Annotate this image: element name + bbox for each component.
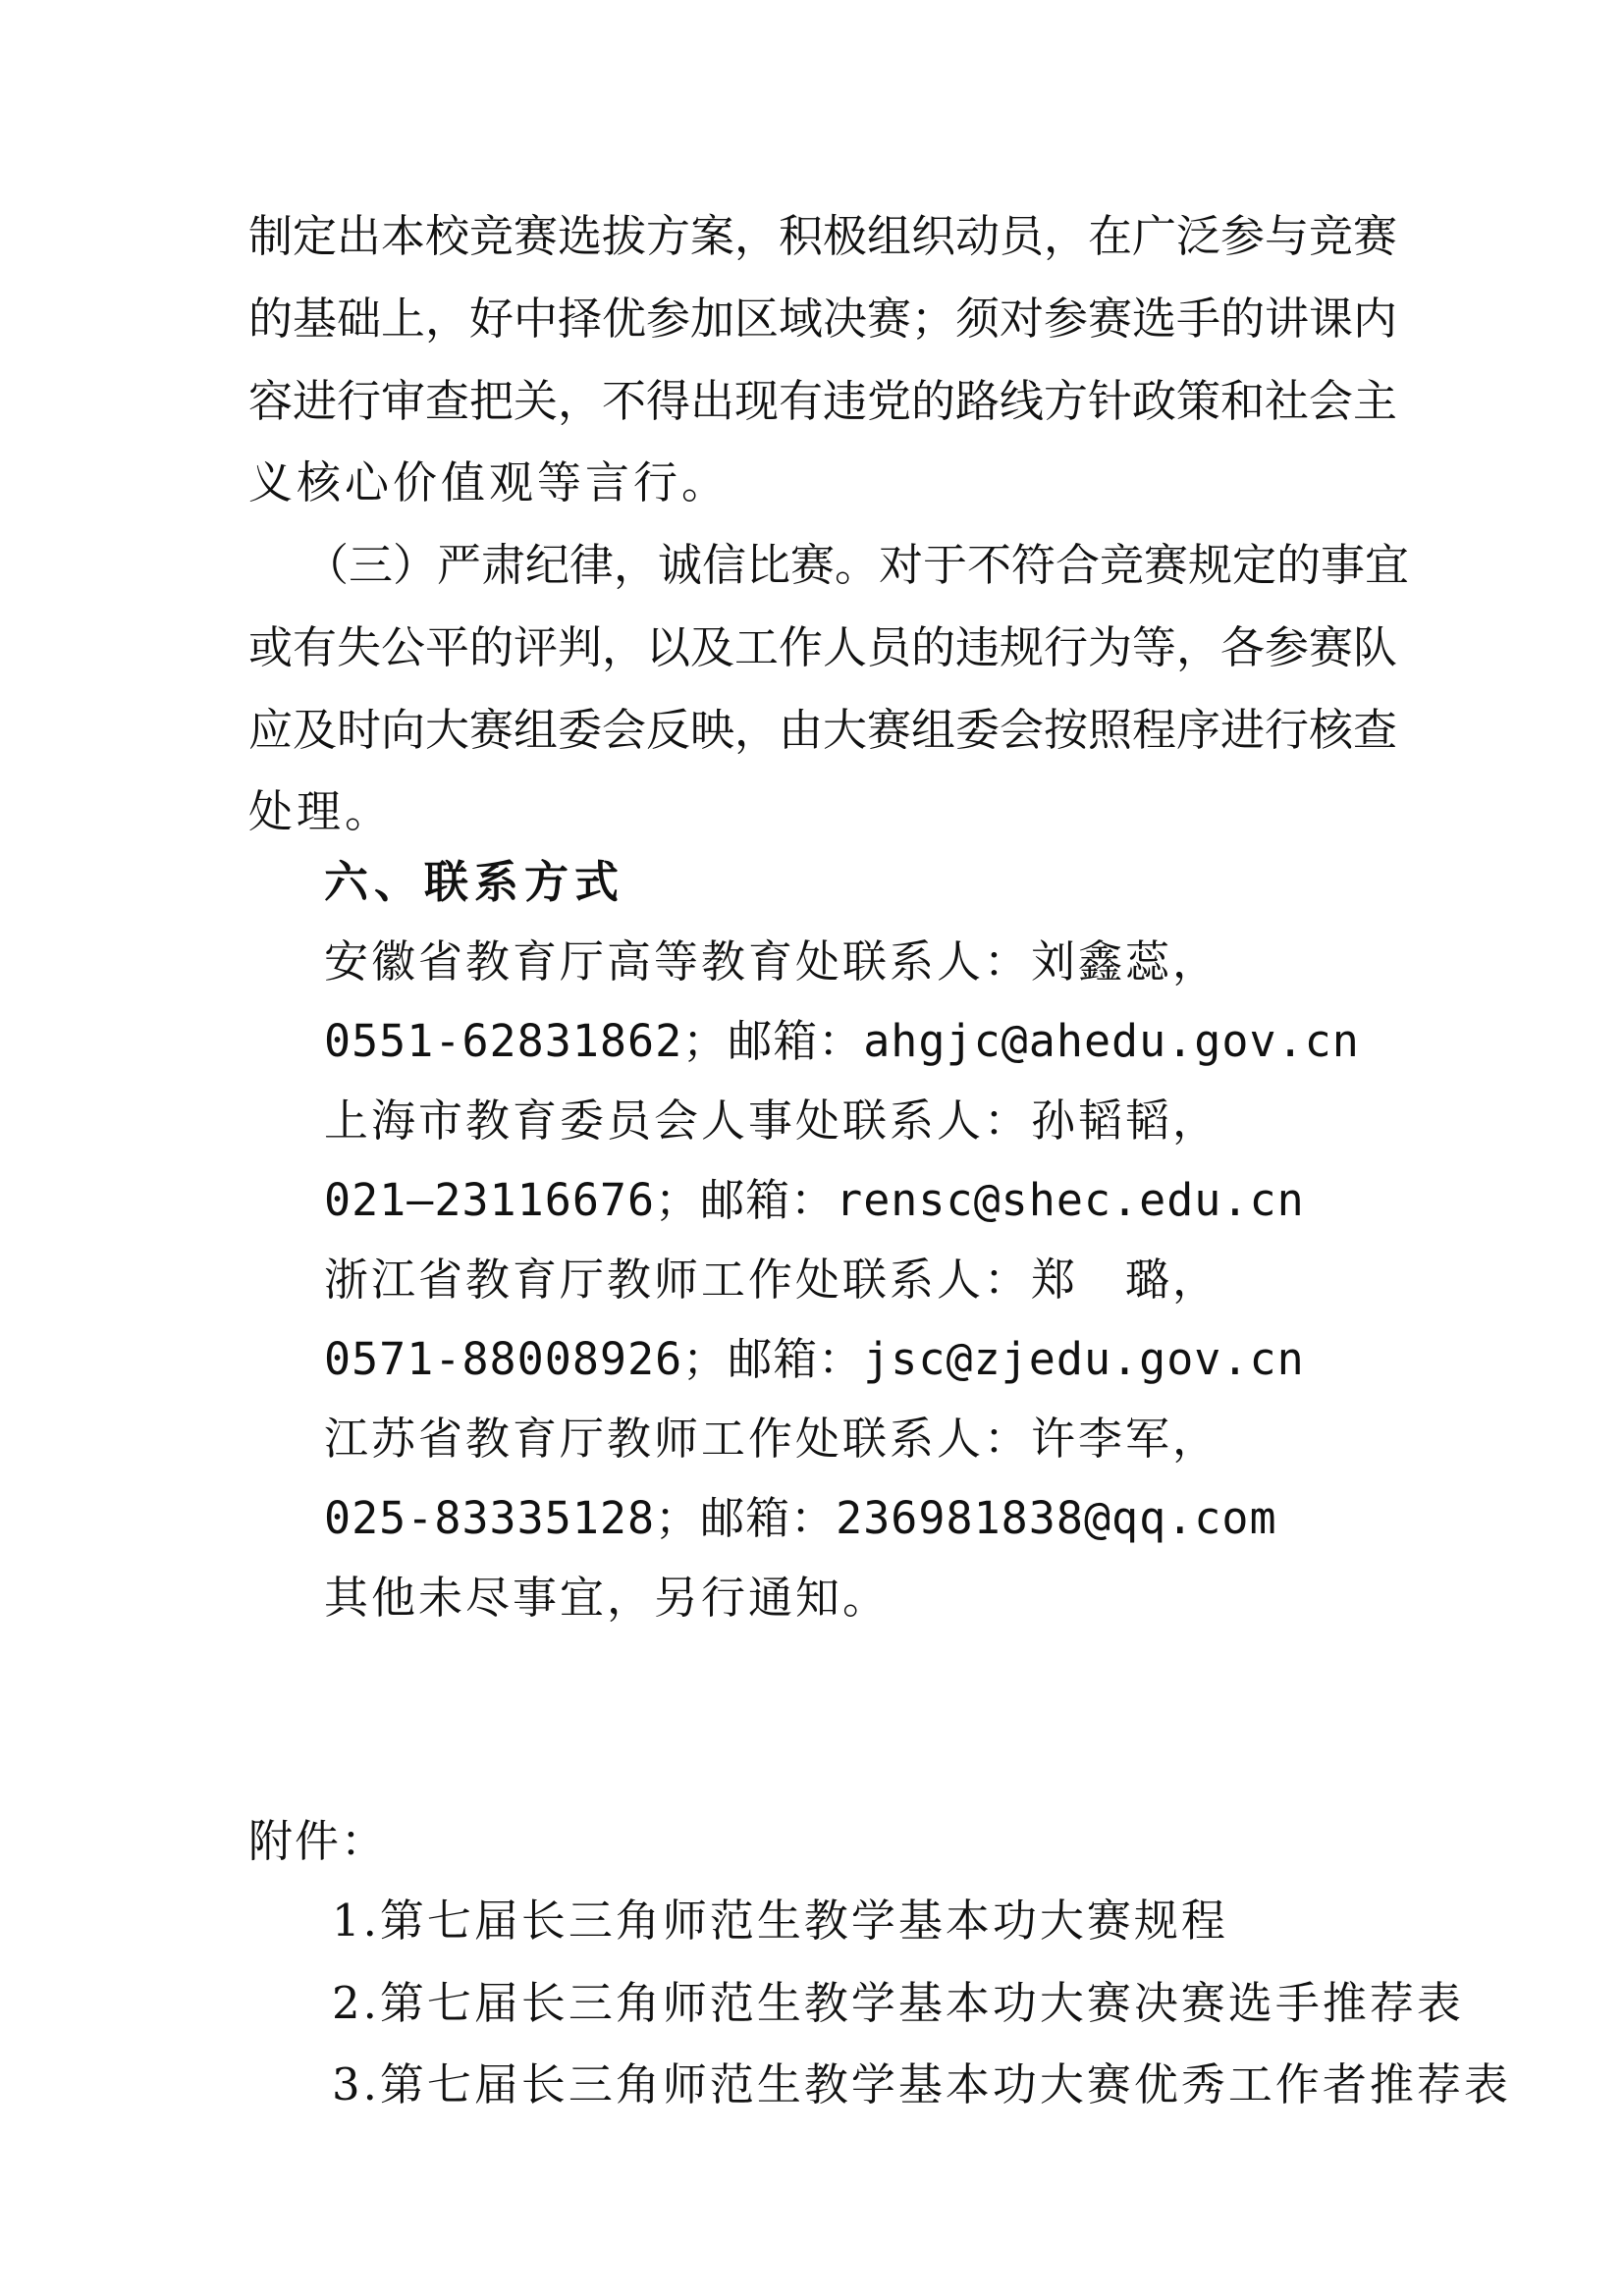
contact-phone-email: 0551-62831862；邮箱：ahgjc@ahedu.gov.cn bbox=[324, 1015, 1360, 1067]
attachment-item: 1.第七届长三角师范生教学基本功大赛规程 bbox=[332, 1895, 1228, 1947]
paragraph-line: 的基础上，好中择优参加区域决赛；须对参赛选手的讲课内 bbox=[248, 293, 1398, 345]
paragraph-line: 义核心价值观等言行。 bbox=[248, 456, 731, 508]
attachment-item: 2.第七届长三角师范生教学基本功大赛决赛选手推荐表 bbox=[332, 1977, 1464, 2029]
section-heading: 六、联系方式 bbox=[324, 856, 625, 908]
paragraph-line: 或有失公平的评判，以及工作人员的违规行为等，各参赛队 bbox=[248, 621, 1398, 673]
contact-phone-line bbox=[324, 1489, 1277, 1548]
contact-phone-email: 025-83335128；邮箱：236981838@qq.com bbox=[324, 1492, 1277, 1544]
contact-name-line: 安徽省教育厅高等教育处联系人：刘鑫蕊， bbox=[324, 935, 1220, 988]
closing-note: 其他未尽事宜，另行通知。 bbox=[324, 1572, 891, 1624]
contact-phone-email: 0571-88008926；邮箱：jsc@zjedu.gov.cn bbox=[324, 1333, 1305, 1385]
contact-name-line: 江苏省教育厅教师工作处联系人：许李军， bbox=[324, 1413, 1220, 1465]
contact-name-line: 上海市教育委员会人事处联系人：孙韬韬， bbox=[324, 1095, 1220, 1147]
paragraph-line: 制定出本校竞赛选拔方案，积极组织动员，在广泛参与竞赛 bbox=[248, 210, 1398, 262]
contact-name-line: 浙江省教育厅教师工作处联系人：郑 璐， bbox=[324, 1254, 1220, 1306]
contact-phone-email: 021—23116676；邮箱：rensc@shec.edu.cn bbox=[324, 1174, 1305, 1226]
paragraph-line: （三）严肃纪律，诚信比赛。对于不符合竞赛规定的事宜 bbox=[304, 539, 1410, 591]
attachments-label: 附件： bbox=[248, 1815, 388, 1867]
contact-phone-line bbox=[324, 1012, 1360, 1071]
paragraph-line: 处理。 bbox=[248, 785, 394, 837]
contact-phone-line bbox=[324, 1171, 1305, 1230]
contact-phone-line bbox=[324, 1330, 1305, 1389]
paragraph-line: 应及时向大赛组委会反映，由大赛组委会按照程序进行核查 bbox=[248, 704, 1398, 756]
paragraph-line: 容进行审查把关，不得出现有违党的路线方针政策和社会主 bbox=[248, 375, 1398, 427]
attachment-item: 3.第七届长三角师范生教学基本功大赛优秀工作者推荐表 bbox=[332, 2058, 1511, 2110]
